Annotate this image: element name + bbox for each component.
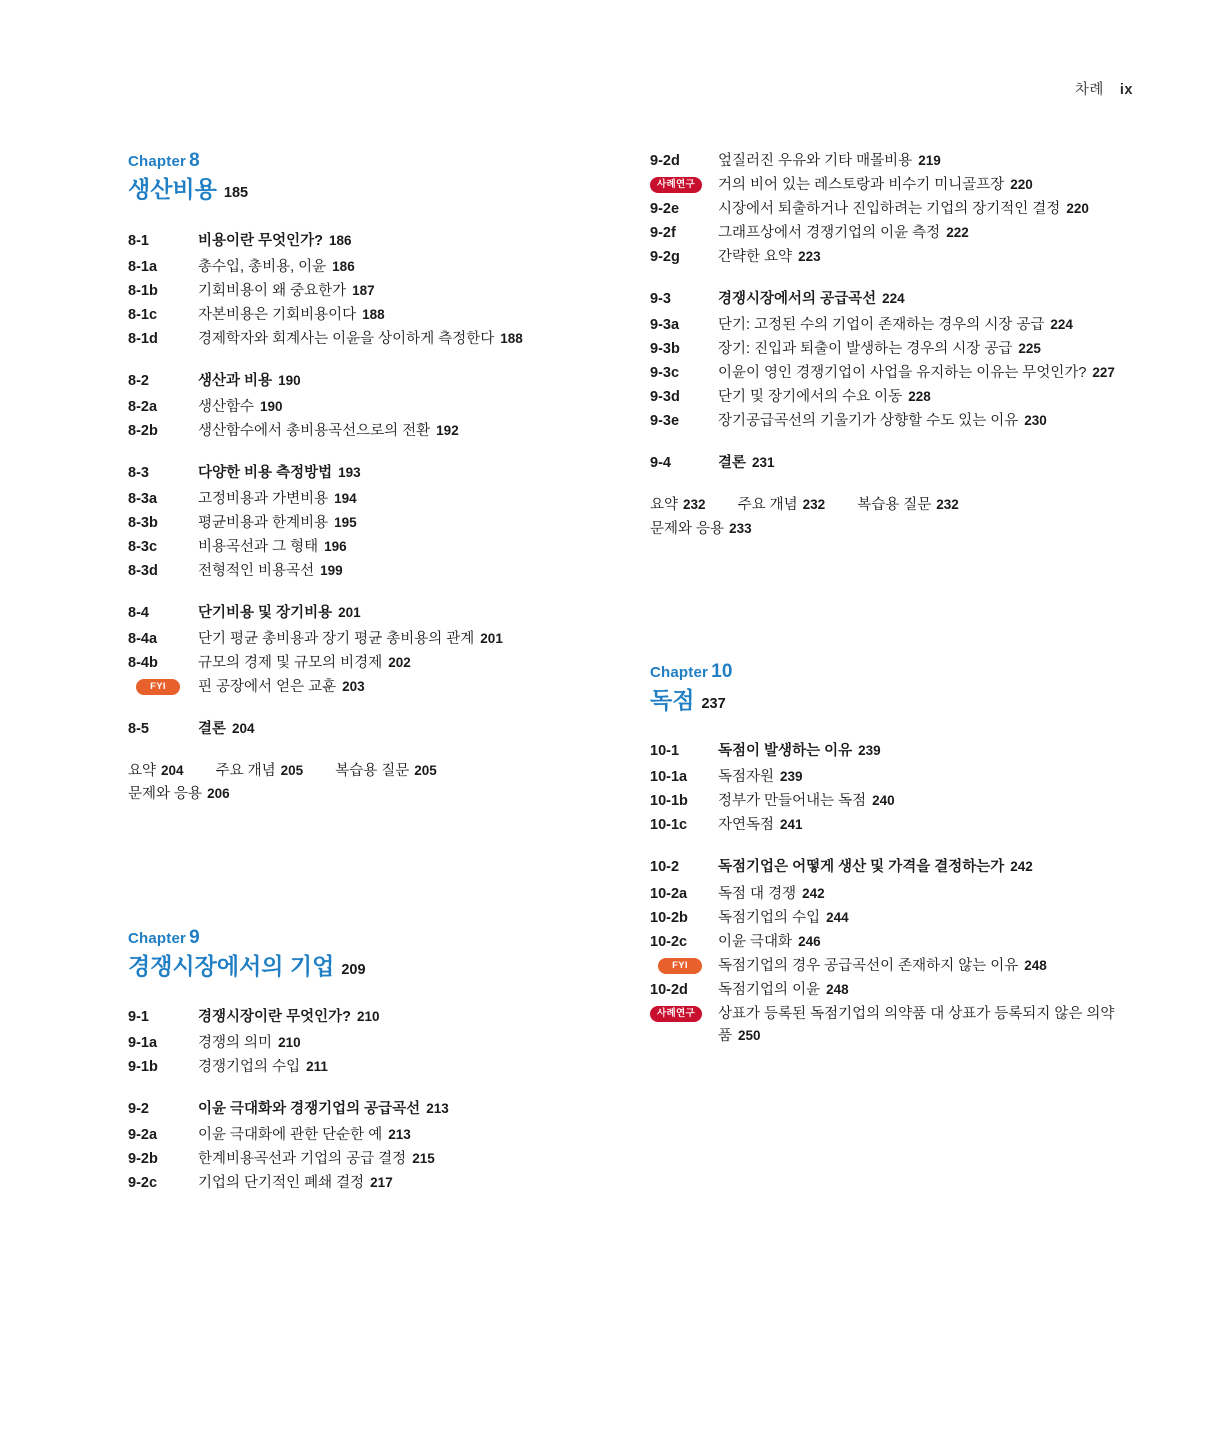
entry-label: 독점기업은 어떻게 생산 및 가격을 결정하는가 242	[718, 859, 1033, 876]
toc-entry[interactable]	[650, 452, 1120, 474]
entry-number: 8-3c	[128, 538, 158, 555]
entry-number: 9-2e	[650, 201, 680, 218]
entry-page: 188	[362, 306, 385, 322]
toc-entry-fyi[interactable]	[128, 676, 598, 698]
entry-number: 8-1d	[128, 330, 158, 347]
column-spacer	[128, 807, 598, 867]
entry-label: 장기: 진입과 퇴출이 발생하는 경우의 시장 공급 225	[718, 341, 1041, 358]
entry-label: 다양한 비용 측정방법 193	[198, 464, 361, 481]
chapter-title-10	[650, 687, 1120, 715]
entry-number: 9-3d	[650, 389, 680, 406]
entry-label: 생산과 비용 190	[198, 372, 301, 389]
case-study-badge: 사례연구	[650, 177, 702, 193]
toc-entry[interactable]	[128, 1172, 598, 1194]
entry-label: 단기비용 및 장기비용 201	[198, 605, 361, 621]
entry-page: 190	[260, 398, 283, 414]
case-study-badge-wrap	[650, 174, 718, 193]
fyi-badge-wrap	[128, 676, 198, 695]
entry-page: 246	[798, 933, 821, 949]
toc-entry[interactable]	[128, 230, 598, 252]
chapter-heading-9[interactable]	[128, 927, 598, 981]
toc-entry[interactable]	[650, 931, 1120, 953]
backmatter-item[interactable]: 복습용 질문 205	[335, 763, 437, 780]
entry-page: 225	[1018, 341, 1041, 357]
entry-number: 10-1c	[650, 817, 688, 834]
backmatter-item[interactable]: 문제와 응용 206	[128, 786, 230, 803]
entry-page: 195	[334, 514, 357, 530]
toc-entry[interactable]	[128, 256, 598, 278]
entry-page: 244	[826, 909, 849, 925]
entry-page: 220	[1010, 177, 1033, 193]
entry-number: 9-3a	[650, 317, 680, 334]
entry-page: 219	[918, 153, 941, 168]
backmatter-8	[128, 760, 598, 806]
entry-page: 186	[332, 258, 355, 274]
chapter-heading-8[interactable]	[128, 150, 598, 204]
entry-page: 230	[1024, 413, 1047, 429]
entry-number: 8-5	[128, 721, 149, 738]
entry-number: 8-1	[128, 232, 149, 249]
entry-page: 213	[388, 1127, 411, 1143]
entry-label: 이윤 극대화에 관한 단순한 예 213	[198, 1127, 411, 1144]
section-group-9-2	[128, 1098, 598, 1194]
entry-number: 9-2b	[128, 1151, 158, 1168]
column-spacer	[650, 601, 1120, 661]
entry-page: 241	[780, 817, 803, 833]
entry-page: 223	[798, 249, 821, 265]
entry-page: 222	[946, 225, 969, 241]
chapter-number-9: 9	[189, 926, 200, 948]
section-group-9-4	[650, 452, 1120, 474]
entry-page: 201	[480, 631, 503, 647]
entry-page: 203	[342, 679, 365, 695]
toc-entry[interactable]	[128, 280, 598, 302]
chapter-page-9: 209	[341, 961, 366, 978]
entry-number: 8-1c	[128, 306, 158, 323]
entry-page: 248	[1024, 957, 1047, 973]
section-group-8-3	[128, 462, 598, 582]
toc-entry[interactable]	[650, 288, 1120, 310]
toc-entry[interactable]	[128, 652, 598, 674]
section-group-8-4	[128, 602, 598, 698]
entry-page: 242	[802, 885, 825, 901]
entry-number: 8-1a	[128, 258, 158, 275]
entry-number: 9-2d	[650, 153, 680, 169]
entry-page: 186	[328, 232, 352, 248]
fyi-badge: FYI	[136, 679, 180, 695]
chapter-kicker-9	[128, 927, 598, 949]
entry-page: 211	[306, 1059, 328, 1075]
entry-number: 9-4	[650, 455, 671, 472]
entry-label: 독점기업의 수입 244	[718, 909, 849, 926]
backmatter-item[interactable]: 문제와 응용 233	[650, 520, 752, 537]
entry-page: 227	[1092, 365, 1115, 381]
entry-page: 213	[426, 1101, 449, 1117]
entry-number: 10-1	[650, 743, 680, 760]
toc-entry[interactable]	[650, 883, 1120, 905]
entry-label: 핀 공장에서 얻은 교훈 203	[198, 679, 365, 696]
section-group-8-1	[128, 230, 598, 350]
entry-number: 9-3	[650, 291, 671, 308]
entry-page: 231	[752, 455, 775, 471]
backmatter-9	[650, 494, 1120, 540]
running-head	[1075, 78, 1133, 99]
entry-page: 215	[412, 1151, 435, 1167]
entry-label: 전형적인 비용곡선 199	[198, 562, 343, 579]
entry-label: 경쟁의 의미 210	[198, 1035, 301, 1052]
toc-entry[interactable]	[650, 314, 1120, 336]
entry-label: 단기: 고정된 수의 기업이 존재하는 경우의 시장 공급 224	[718, 317, 1073, 334]
running-head-page: ix	[1119, 82, 1133, 98]
entry-page: 188	[500, 330, 523, 346]
toc-entry-case-study[interactable]	[650, 1003, 1120, 1047]
entry-number: 8-3a	[128, 490, 158, 507]
entry-label: 정부가 만들어내는 독점 240	[718, 793, 895, 810]
toc-entry[interactable]	[650, 790, 1120, 812]
entry-page: 248	[826, 981, 849, 997]
toc-entry-case-study[interactable]	[650, 174, 1120, 196]
entry-number: 9-3c	[650, 365, 680, 382]
toc-entry[interactable]	[128, 718, 598, 740]
backmatter-row	[128, 783, 598, 806]
entry-page: 242	[1010, 859, 1033, 875]
entry-label: 생산함수에서 총비용곡선으로의 전환 192	[198, 422, 459, 439]
toc-entry[interactable]	[128, 396, 598, 418]
toc-entry[interactable]	[650, 814, 1120, 836]
toc-left-column	[128, 150, 598, 1214]
toc-entry[interactable]	[128, 1098, 598, 1120]
entry-label: 경쟁기업의 수입 211	[198, 1059, 328, 1076]
chapter-title-8	[128, 176, 598, 204]
section-group-8-2	[128, 370, 598, 442]
chapter-kicker-8	[128, 150, 598, 172]
entry-page: 193	[338, 464, 361, 480]
entry-page: 228	[908, 389, 931, 405]
chapter-kicker-word-10: Chapter	[650, 663, 709, 681]
entry-number: 9-1a	[128, 1035, 158, 1052]
entry-page: 201	[338, 605, 361, 620]
entry-label: 이윤 극대화 246	[718, 933, 821, 950]
backmatter-row	[650, 494, 1120, 517]
entry-number: 10-1b	[650, 793, 688, 810]
chapter-title-9	[128, 953, 598, 981]
chapter-title-text-8: 생산비용	[128, 176, 217, 202]
toc-entry[interactable]	[128, 488, 598, 510]
entry-number: 10-2d	[650, 981, 688, 998]
toc-entry[interactable]	[128, 370, 598, 392]
entry-number: 8-1b	[128, 282, 158, 299]
entry-label: 비용이란 무엇인가? 186	[198, 232, 352, 249]
entry-label: 그래프상에서 경쟁기업의 이윤 측정 222	[718, 225, 969, 242]
entry-label: 한계비용곡선과 기업의 공급 결정 215	[198, 1151, 435, 1168]
entry-number: 9-2f	[650, 225, 676, 242]
entry-label: 단기 평균 총비용과 장기 평균 총비용의 관계 201	[198, 631, 503, 648]
backmatter-item[interactable]: 요약 204	[128, 763, 184, 780]
chapter-heading-10[interactable]	[650, 661, 1120, 715]
entry-page: 220	[1066, 201, 1089, 217]
fyi-badge-wrap	[650, 955, 718, 974]
toc-entry[interactable]	[128, 1148, 598, 1170]
toc-entry[interactable]	[650, 338, 1120, 360]
toc-entry[interactable]	[128, 1056, 598, 1078]
backmatter-item[interactable]: 요약 232	[650, 497, 706, 514]
entry-label: 생산함수 190	[198, 398, 283, 415]
toc-entry[interactable]	[128, 512, 598, 534]
toc-entry[interactable]	[650, 410, 1120, 432]
entry-number: 8-2a	[128, 398, 158, 415]
entry-label: 장기공급곡선의 기울기가 상향할 수도 있는 이유 230	[718, 413, 1047, 430]
entry-number: 8-3	[128, 464, 149, 481]
entry-page: 202	[388, 655, 411, 671]
entry-label: 단기 및 장기에서의 수요 이동 228	[718, 389, 931, 406]
entry-page: 250	[738, 1027, 761, 1043]
section-group-9-3	[650, 288, 1120, 432]
entry-label: 결론 204	[198, 721, 255, 738]
chapter-kicker-word-9: Chapter	[128, 929, 187, 947]
entry-label: 총수입, 총비용, 이윤 186	[198, 258, 355, 275]
entry-number: 9-3e	[650, 413, 680, 430]
toc-entry[interactable]	[128, 536, 598, 558]
entry-page: 190	[278, 372, 301, 388]
entry-page: 194	[334, 490, 357, 506]
entry-label: 독점기업의 경우 공급곡선이 존재하지 않는 이유 248	[718, 957, 1047, 974]
entry-page: 239	[858, 743, 881, 759]
section-group-8-5	[128, 718, 598, 740]
chapter-kicker-10	[650, 661, 1120, 683]
entry-page: 240	[872, 793, 895, 809]
toc-entry[interactable]	[650, 979, 1120, 1001]
entry-number: 9-2g	[650, 249, 680, 266]
entry-label: 기업의 단기적인 폐쇄 결정 217	[198, 1175, 393, 1192]
case-study-badge: 사례연구	[650, 1006, 702, 1022]
backmatter-item[interactable]: 복습용 질문 232	[857, 497, 959, 514]
entry-number: 8-4a	[128, 631, 158, 648]
entry-label: 거의 비어 있는 레스토랑과 비수기 미니골프장 220	[718, 177, 1033, 194]
toc-entry[interactable]	[650, 362, 1120, 384]
entry-label: 결론 231	[718, 455, 775, 472]
entry-label: 독점 대 경쟁 242	[718, 885, 825, 902]
entry-number: 10-2c	[650, 933, 688, 950]
chapter-page-10: 237	[701, 695, 726, 712]
entry-number: 8-4	[128, 605, 149, 621]
entry-label: 고정비용과 가변비용 194	[198, 490, 357, 507]
entry-label: 평균비용과 한계비용 195	[198, 514, 357, 531]
entry-page: 187	[352, 282, 375, 298]
entry-label: 경쟁시장에서의 공급곡선 224	[718, 291, 905, 308]
toc-entry[interactable]	[650, 150, 1120, 172]
entry-number: 10-2	[650, 859, 680, 876]
section-group-9-2-continued	[650, 150, 1120, 268]
entry-number: 10-1a	[650, 769, 688, 786]
entry-label: 자본비용은 기회비용이다 188	[198, 306, 385, 323]
entry-number: 9-1	[128, 1009, 149, 1026]
entry-label: 규모의 경제 및 규모의 비경제 202	[198, 655, 411, 672]
entry-label: 독점이 발생하는 이유 239	[718, 743, 881, 760]
entry-number: 8-2	[128, 372, 149, 389]
toc-entry[interactable]	[650, 198, 1120, 220]
entry-label: 시장에서 퇴출하거나 진입하려는 기업의 장기적인 결정 220	[718, 201, 1089, 218]
entry-label: 상표가 등록된 독점기업의 의약품 대 상표가 등록되지 않은 의약품 250	[718, 1005, 1115, 1044]
entry-page: 224	[882, 291, 905, 307]
entry-label: 간략한 요약 223	[718, 249, 821, 266]
chapter-page-8: 185	[223, 185, 249, 201]
entry-page: 210	[278, 1035, 301, 1051]
entry-number: 9-2c	[128, 1175, 158, 1192]
toc-entry[interactable]	[650, 766, 1120, 788]
chapter-title-text-9: 경쟁시장에서의 기업	[128, 952, 335, 979]
chapter-number-8: 8	[189, 150, 200, 171]
toc-entry[interactable]	[128, 304, 598, 326]
toc-entry[interactable]	[128, 420, 598, 442]
chapter-title-text-10: 독점	[650, 686, 695, 713]
chapter-kicker-word-8: Chapter	[128, 153, 187, 170]
entry-label: 자연독점 241	[718, 817, 803, 834]
entry-number: 9-2a	[128, 1127, 158, 1144]
toc-entry[interactable]	[650, 740, 1120, 762]
toc-entry[interactable]	[128, 462, 598, 484]
toc-entry-fyi[interactable]	[650, 955, 1120, 977]
entry-number: 8-3b	[128, 514, 158, 531]
backmatter-item[interactable]: 주요 개념 232	[737, 497, 826, 514]
entry-number: 8-4b	[128, 655, 158, 672]
entry-page: 196	[324, 538, 347, 554]
entry-page: 210	[356, 1009, 380, 1025]
entry-page: 217	[370, 1175, 393, 1191]
section-group-10-1	[650, 740, 1120, 836]
running-head-label: 차례	[1074, 82, 1104, 98]
toc-entry[interactable]	[650, 222, 1120, 244]
entry-page: 239	[780, 769, 803, 785]
entry-label: 이윤 극대화와 경쟁기업의 공급곡선 213	[198, 1101, 449, 1118]
toc-entry[interactable]	[128, 328, 598, 350]
entry-number: 8-2b	[128, 422, 158, 439]
entry-label: 기회비용이 왜 중요한가 187	[198, 282, 375, 299]
entry-label: 경제학자와 회계사는 이윤을 상이하게 측정한다 188	[198, 330, 523, 347]
toc-entry[interactable]	[128, 628, 598, 650]
toc-entry[interactable]	[128, 1032, 598, 1054]
entry-number: 9-1b	[128, 1059, 158, 1076]
entry-label: 이윤이 영인 경쟁기업이 사업을 유지하는 이유는 무엇인가? 227	[718, 365, 1115, 382]
entry-page: 224	[1050, 317, 1073, 333]
entry-number: 9-3b	[650, 341, 680, 358]
entry-number: 10-2a	[650, 885, 688, 902]
entry-number: 10-2b	[650, 909, 688, 926]
toc-entry[interactable]	[128, 560, 598, 582]
toc-entry[interactable]	[650, 386, 1120, 408]
entry-number: 8-3d	[128, 562, 158, 579]
section-group-10-2	[650, 856, 1120, 1046]
section-group-9-1	[128, 1006, 598, 1078]
chapter-number-10: 10	[711, 660, 733, 682]
backmatter-row	[650, 518, 1120, 541]
toc-entry[interactable]	[650, 856, 1120, 878]
case-study-badge-wrap	[650, 1003, 718, 1022]
entry-label: 독점자원 239	[718, 769, 803, 786]
toc-entry[interactable]	[128, 1006, 598, 1028]
entry-page: 192	[436, 422, 459, 438]
backmatter-row	[128, 760, 598, 783]
entry-label: 경쟁시장이란 무엇인가? 210	[198, 1009, 380, 1026]
entry-label: 독점기업의 이윤 248	[718, 981, 849, 998]
toc-entry[interactable]	[128, 1124, 598, 1146]
column-spacer	[128, 867, 598, 927]
entry-number: 9-2	[128, 1101, 149, 1118]
toc-entry[interactable]	[128, 602, 598, 624]
backmatter-item[interactable]: 주요 개념 205	[215, 763, 304, 780]
entry-page: 204	[232, 721, 255, 737]
entry-page: 199	[320, 562, 343, 578]
column-spacer	[650, 541, 1120, 601]
fyi-badge: FYI	[658, 958, 702, 974]
entry-label: 엎질러진 우유와 기타 매몰비용 219	[718, 153, 941, 169]
entry-label: 비용곡선과 그 형태 196	[198, 538, 347, 555]
toc-entry[interactable]	[650, 907, 1120, 929]
toc-right-column	[650, 150, 1120, 1067]
toc-entry[interactable]	[650, 246, 1120, 268]
